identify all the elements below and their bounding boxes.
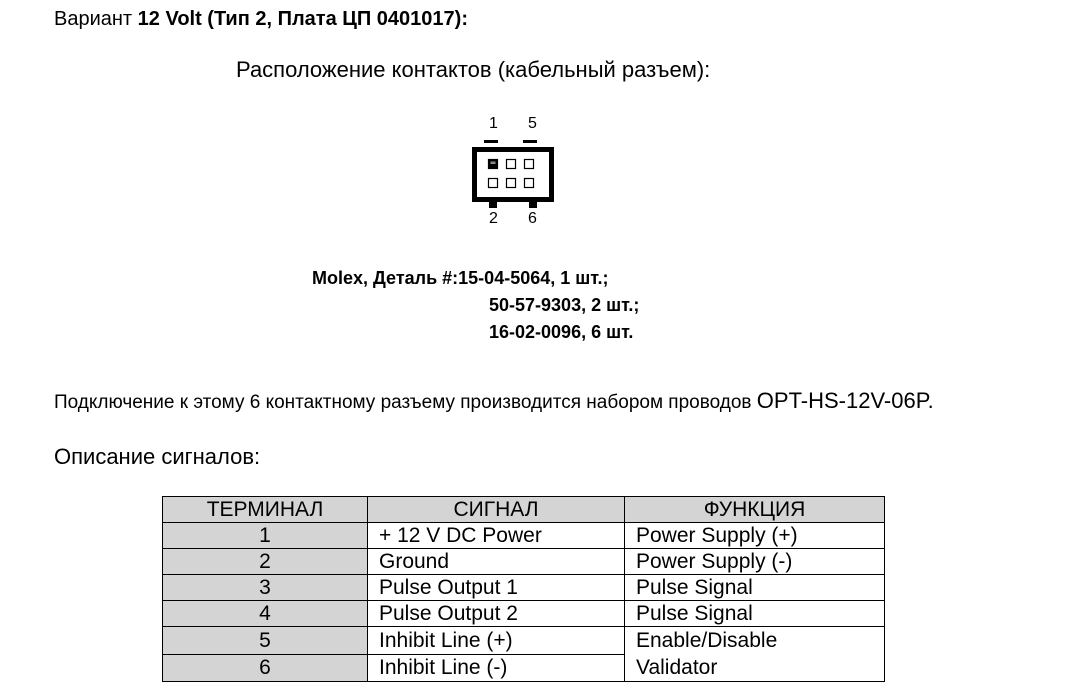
function-cell: Pulse Signal xyxy=(625,575,885,601)
merged-function-line-2: Validator xyxy=(636,656,718,679)
latch-right xyxy=(529,202,537,208)
molex-line-3: 16-02-0096, 6 шт. xyxy=(489,322,634,342)
pin-6-slot xyxy=(525,179,534,188)
signal-cell: + 12 V DC Power xyxy=(368,523,625,549)
terminal-cell: 2 xyxy=(163,549,368,575)
connection-text: Подключение к этому 6 контактному разъему производится набором проводов xyxy=(54,392,757,413)
signals-title: Описание сигналов: xyxy=(54,444,261,469)
signals-table xyxy=(162,496,885,682)
connector-diagram xyxy=(468,132,558,212)
pin-2-slot xyxy=(489,179,498,188)
molex-line-1: Molex, Деталь #:15-04-5064, 1 шт.; xyxy=(312,268,609,288)
table-row xyxy=(163,627,885,655)
pin-3-slot xyxy=(507,160,516,169)
table-row xyxy=(163,601,885,627)
molex-line-2: 50-57-9303, 2 шт.; xyxy=(489,295,640,315)
table-row xyxy=(163,523,885,549)
function-cell: Power Supply (-) xyxy=(625,549,885,575)
pin-mark-top-right xyxy=(523,140,537,143)
pinout-title: Расположение контактов (кабельный разъем): xyxy=(236,57,711,82)
connection-note xyxy=(54,388,934,414)
signal-cell: Pulse Output 2 xyxy=(368,601,625,627)
terminal-cell: 4 xyxy=(163,601,368,627)
pin-label-5: 5 xyxy=(528,115,537,132)
terminal-cell: 6 xyxy=(163,654,368,682)
pin-label-2: 2 xyxy=(489,210,498,227)
wire-set-name: OPT-HS-12V-06P. xyxy=(756,388,934,413)
header-function: ФУНКЦИЯ xyxy=(625,497,885,523)
terminal-cell: 5 xyxy=(163,627,368,655)
pin-mark-top-left xyxy=(484,140,498,143)
terminal-cell: 3 xyxy=(163,575,368,601)
table-row xyxy=(163,575,885,601)
terminal-cell: 1 xyxy=(163,523,368,549)
signal-cell: Pulse Output 1 xyxy=(368,575,625,601)
molex-part-numbers xyxy=(312,265,640,346)
connector-housing xyxy=(475,150,552,200)
merged-function-line-1: Enable/Disable xyxy=(636,629,778,652)
function-cell: Power Supply (+) xyxy=(625,523,885,549)
variant-prefix: Вариант xyxy=(54,8,138,30)
function-cell: Pulse Signal xyxy=(625,601,885,627)
pin-5-slot xyxy=(525,160,534,169)
table-header-row xyxy=(163,497,885,523)
signal-cell: Inhibit Line (+) xyxy=(368,627,625,655)
latch-left xyxy=(489,202,497,208)
signal-cell: Inhibit Line (-) xyxy=(368,654,625,682)
function-cell-merged xyxy=(625,627,885,682)
header-terminal: ТЕРМИНАЛ xyxy=(163,497,368,523)
pin-4-slot xyxy=(507,179,516,188)
table-row xyxy=(163,549,885,575)
signal-cell: Ground xyxy=(368,549,625,575)
pin-label-6: 6 xyxy=(528,210,537,227)
header-signal: СИГНАЛ xyxy=(368,497,625,523)
variant-heading xyxy=(54,8,468,31)
pin-label-1: 1 xyxy=(489,115,498,132)
variant-title: 12 Volt (Тип 2, Плата ЦП 0401017): xyxy=(137,8,468,30)
